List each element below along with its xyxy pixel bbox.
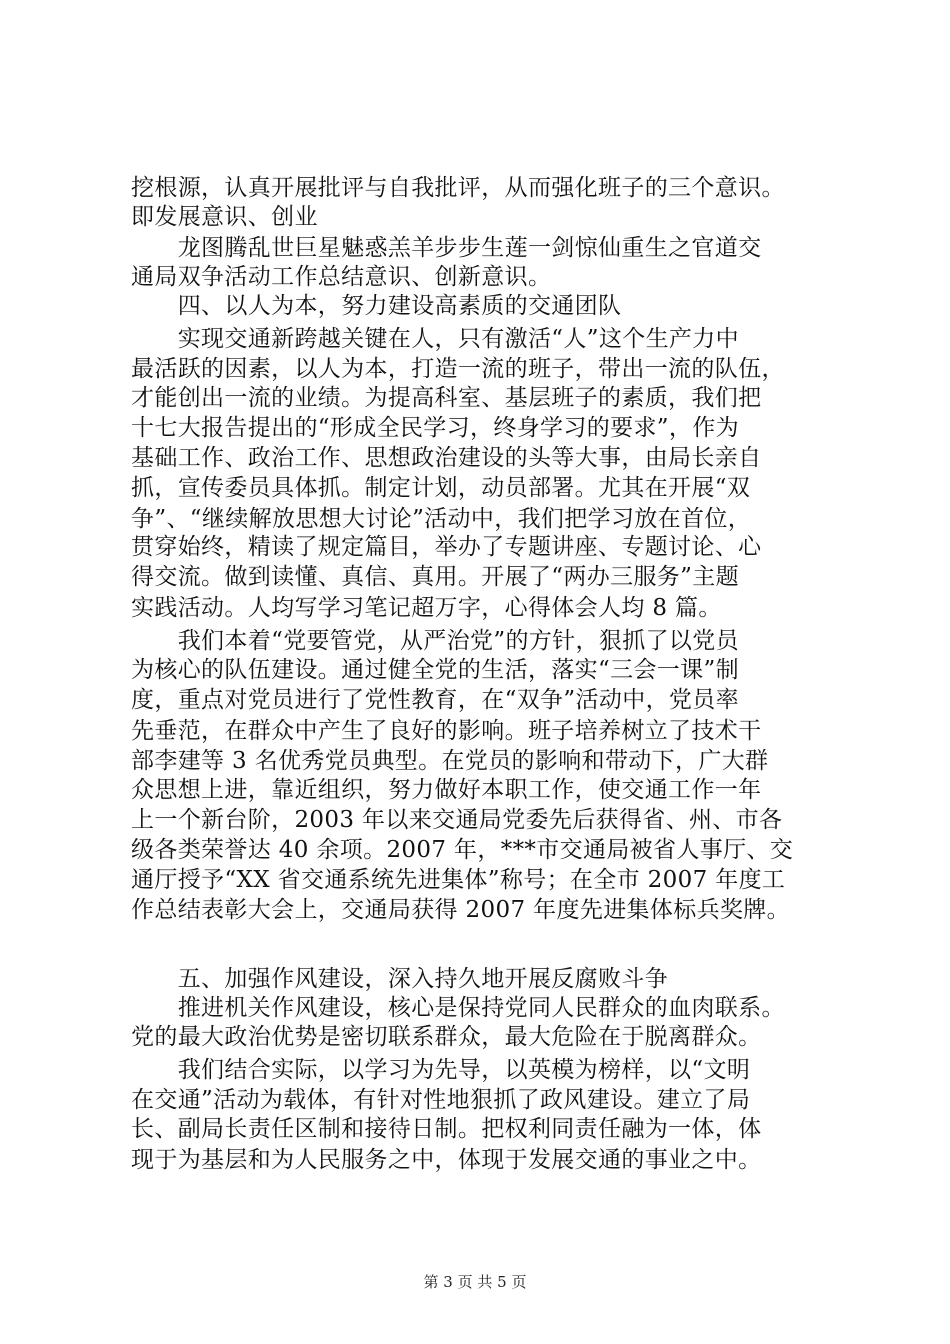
text-line: 为核心的队伍建设。通过健全党的生活，落实“三会一课”制 bbox=[131, 657, 739, 683]
text-line: 贯穿始终，精读了规定篇目，举办了专题讲座、专题讨论、心 bbox=[131, 534, 762, 560]
page-footer: 第 3 页 共 5 页 bbox=[423, 1273, 527, 1291]
text-line: 最活跃的因素，以人为本，打造一流的班子，带出一流的队伍， bbox=[131, 356, 785, 382]
text-line: 现于为基层和为人民服务之中，体现于发展交通的事业之中。 bbox=[131, 1147, 762, 1173]
text-line: 实践活动。人均写学习笔记超万字，心得体会人均 8 篇。 bbox=[131, 595, 722, 621]
text-line: 众思想上进，靠近组织，努力做好本职工作，使交通工作一年 bbox=[131, 777, 762, 803]
text-line: 挖根源，认真开展批评与自我批评，从而强化班子的三个意识。 bbox=[131, 175, 785, 201]
text-line: 作总结表彰大会上，交通局获得 2007 年度先进集体标兵奖牌。 bbox=[131, 897, 791, 923]
text-line: 即发展意识、创业 bbox=[131, 204, 318, 230]
text-line: 才能创出一流的业绩。为提高科室、基层班子的素质，我们把 bbox=[131, 385, 762, 411]
text-line: 在交通”活动为载体，有针对性地狠抓了政风建设。建立了局 bbox=[131, 1087, 751, 1113]
text-line: 龙图腾乱世巨星魅惑羔羊步步生莲一剑惊仙重生之官道交 bbox=[131, 235, 762, 261]
text-line: 五、加强作风建设，深入持久地开展反腐败斗争 bbox=[131, 966, 669, 992]
text-line: 四、以人为本，努力建设高素质的交通团队 bbox=[131, 293, 622, 319]
text-line: 我们本着“党要管党，从严治党”的方针，狠抓了以党员 bbox=[131, 628, 739, 654]
text-line: 通厅授予“XX 省交通系统先进集体”称号；在全市 2007 年度工 bbox=[131, 867, 786, 893]
text-line: 长、副局长责任区制和接待日制。把权利同责任融为一体，体 bbox=[131, 1116, 762, 1142]
text-line: 级各类荣誉达 40 余项。2007 年，***市交通局被省人事厅、交 bbox=[131, 837, 794, 863]
text-line: 我们结合实际，以学习为先导，以英模为榜样，以“文明 bbox=[131, 1057, 751, 1083]
text-line: 通局双争活动工作总结意识、创新意识。 bbox=[131, 264, 552, 290]
text-line: 推进机关作风建设，核心是保持党同人民群众的血肉联系。 bbox=[131, 995, 785, 1021]
text-line: 上一个新台阶，2003 年以来交通局党委先后获得省、州、市各 bbox=[131, 807, 783, 833]
text-line: 抓，宣传委员具体抓。制定计划，动员部署。尤其在开展“双 bbox=[131, 475, 751, 501]
text-line: 争”、“继续解放思想大讨论”活动中，我们把学习放在首位， bbox=[131, 506, 752, 532]
text-line: 十七大报告提出的“形成全民学习，终身学习的要求”，作为 bbox=[131, 415, 739, 441]
text-line: 度，重点对党员进行了党性教育，在“双争”活动中，党员率 bbox=[131, 687, 739, 713]
text-line: 党的最大政治优势是密切联系群众，最大危险在于脱离群众。 bbox=[131, 1024, 762, 1050]
text-line: 先垂范，在群众中产生了良好的影响。班子培养树立了技术干 bbox=[131, 718, 762, 744]
text-line: 实现交通新跨越关键在人，只有激活“人”这个生产力中 bbox=[131, 326, 739, 352]
text-line: 部李建等 3 名优秀党员典型。在党员的影响和带动下，广大群 bbox=[131, 748, 769, 774]
text-line: 基础工作、政治工作、思想政治建设的头等大事，由局长亲自 bbox=[131, 445, 762, 471]
text-line: 得交流。做到读懂、真信、真用。开展了“两办三服务”主题 bbox=[131, 564, 739, 590]
